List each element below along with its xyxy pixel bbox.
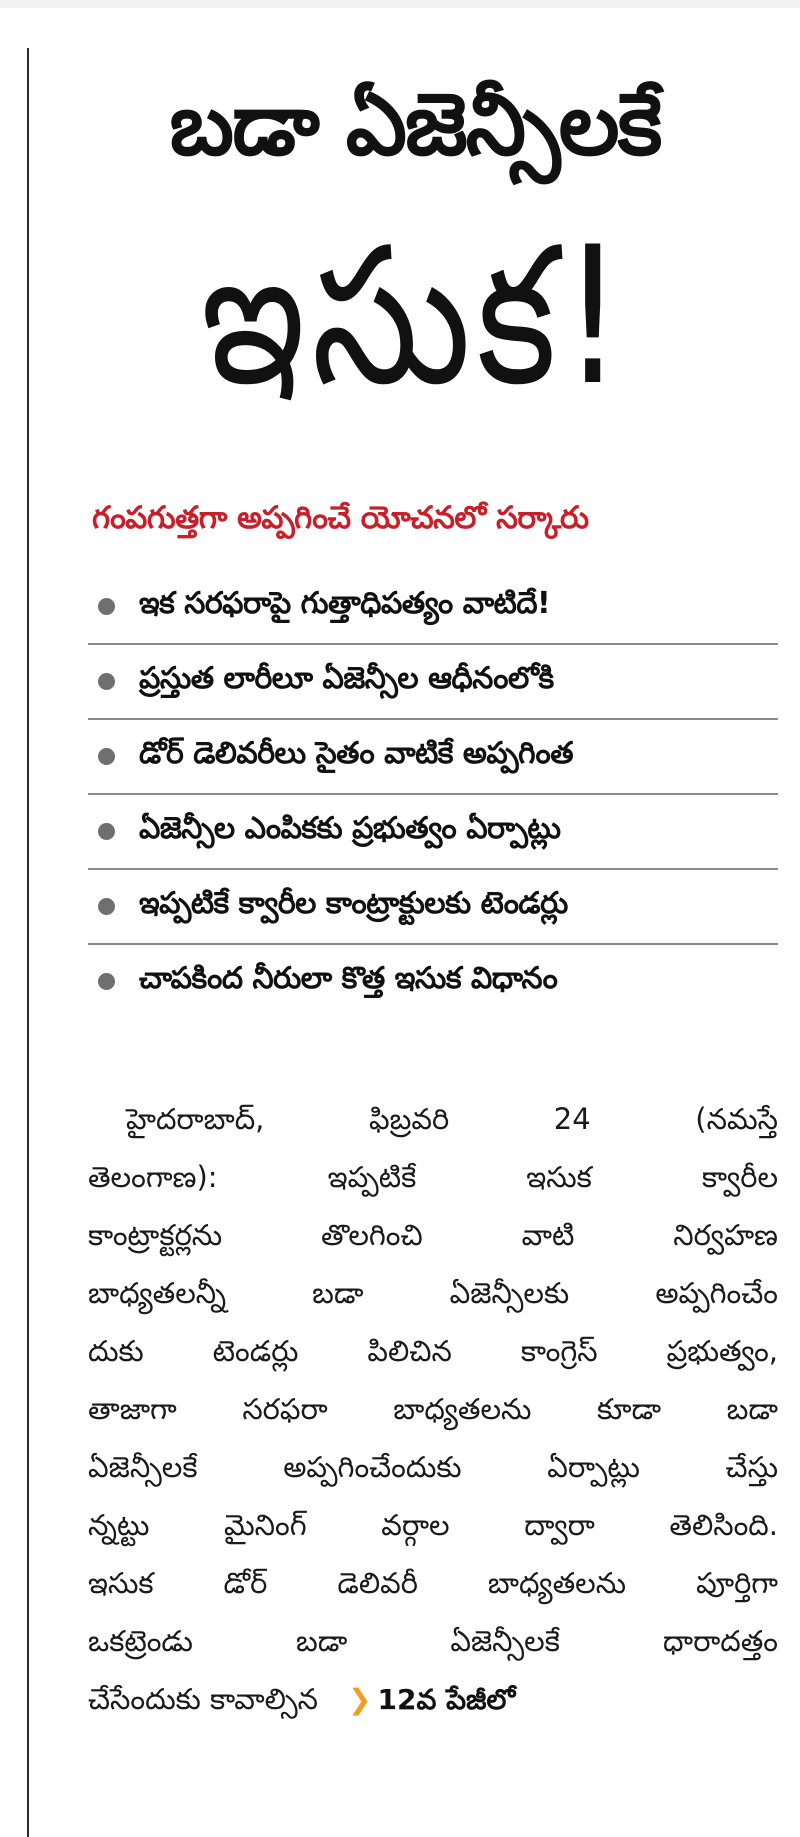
bullet-item xyxy=(88,570,778,645)
bullet-item xyxy=(88,945,778,1018)
bullet-text: డోర్ డెలివరీలు సైతం వాటికే అప్పగింత xyxy=(139,735,574,771)
article-body xyxy=(88,1090,778,1728)
bullet-dot-icon xyxy=(98,673,115,690)
body-line: బాధ్యతలన్నీ బడా ఏజెన్సీలకు అప్పగించేం xyxy=(88,1276,778,1310)
body-line: తాజాగా సరఫరా బాధ్యతలను కూడా బడా xyxy=(88,1392,778,1426)
body-line-text: చేసేందుకు కావాల్సిన xyxy=(88,1682,319,1716)
bullet-text: ఇక సరఫరాపై గుత్తాధిపత్యం వాటిదే! xyxy=(139,585,551,621)
bullet-dot-icon xyxy=(98,898,115,915)
bullet-dot-icon xyxy=(98,973,115,990)
bullet-text: చాపకింద నీరులా కొత్త ఇసుక విధానం xyxy=(139,960,558,996)
top-border xyxy=(0,0,800,8)
body-line: న్నట్టు మైనింగ్ వర్గాల ద్వారా తెలిసింది. xyxy=(88,1508,778,1542)
kicker-subheadline: గంపగుత్తగా అప్పగించే యోచనలో సర్కారు xyxy=(92,500,589,536)
bullet-text: ఏజెన్సీల ఎంపికకు ప్రభుత్వం ఏర్పాట్లు xyxy=(139,810,561,846)
body-line: ఒకట్రెండు బడా ఏజెన్సీలకే ధారాదత్తం xyxy=(88,1624,778,1658)
bullet-dot-icon xyxy=(98,823,115,840)
headline-line-2: ఇసుక! xyxy=(200,205,630,427)
bullet-item xyxy=(88,720,778,795)
body-line: దుకు టెండర్లు పిలిచిన కాంగ్రెస్ ప్రభుత్వం, xyxy=(88,1334,778,1368)
bullet-text: ప్రస్తుత లారీలూ ఏజెన్సీల ఆధీనంలోకి xyxy=(139,660,554,696)
bullet-item xyxy=(88,645,778,720)
continued-on-page xyxy=(348,1683,515,1716)
bullet-dot-icon xyxy=(98,748,115,765)
bullet-text: ఇప్పటికే క్వారీల కాంట్రాక్టులకు టెండర్లు xyxy=(139,885,568,921)
body-line: ఏజెన్సీలకే అప్పగించేందుకు ఏర్పాట్లు చేస్తు xyxy=(88,1450,778,1484)
body-line-last xyxy=(88,1670,778,1728)
bullet-item xyxy=(88,795,778,870)
column-rule xyxy=(27,48,29,1837)
body-line: హైదరాబాద్, ఫిబ్రవరి 24 (నమస్తే xyxy=(126,1102,778,1136)
continue-arrow-icon: ❯ xyxy=(348,1683,372,1716)
bullet-dot-icon xyxy=(98,598,115,615)
body-line: కాంట్రాక్టర్లను తొలగించి వాటి నిర్వహణ xyxy=(88,1218,778,1252)
body-line: ఇసుక డోర్ డెలివరీ బాధ్యతలను పూర్తిగా xyxy=(88,1566,778,1600)
headline-line-1: బడా ఏజెన్సీలకే xyxy=(169,75,661,175)
body-line: తెలంగాణ): ఇప్పటికే ఇసుక క్వారీల xyxy=(88,1160,778,1194)
bullet-list xyxy=(88,570,778,1018)
continued-page-label: 12వ పేజీలో xyxy=(377,1683,516,1716)
bullet-item xyxy=(88,870,778,945)
